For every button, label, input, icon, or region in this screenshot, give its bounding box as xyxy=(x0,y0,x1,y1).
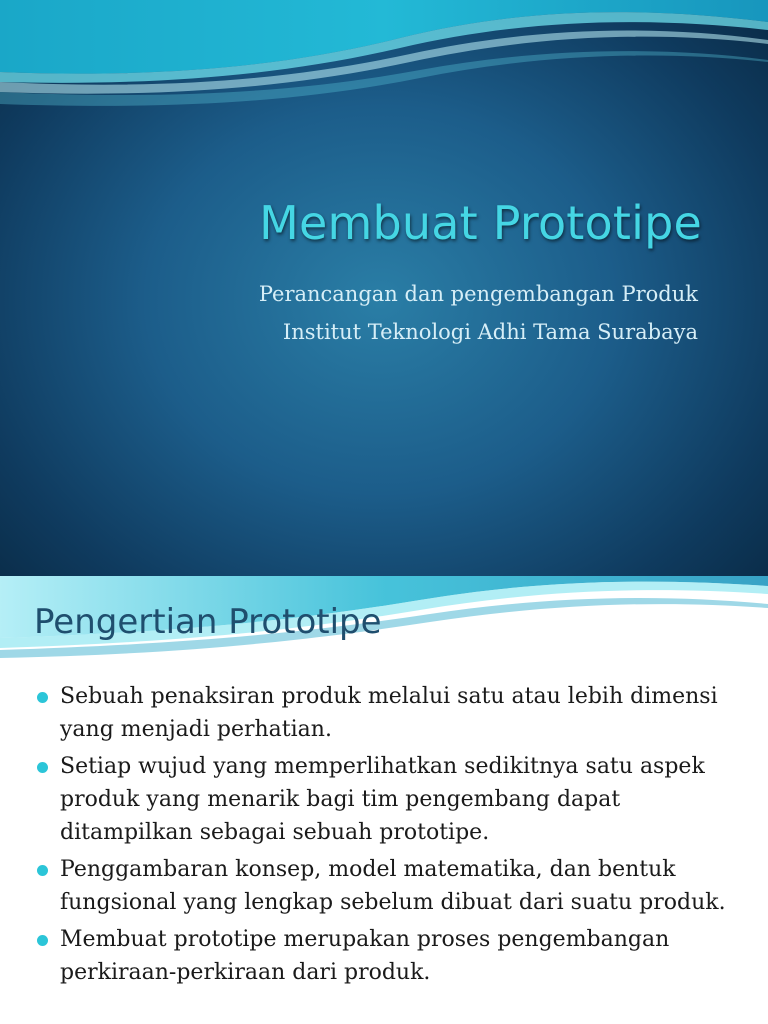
bullet-icon xyxy=(37,762,48,773)
wave-decoration-top xyxy=(0,0,768,120)
slide-title: Pengertian Prototipe xyxy=(34,602,382,642)
bullet-text: Sebuah penaksiran produk melalui satu atau lebih dimensi yang menjadi perhatian. xyxy=(60,684,718,742)
bullet-text: Penggambaran konsep, model matematika, dan bentuk fungsional yang lengkap sebelum dibuat dari suatu produk. xyxy=(60,857,726,915)
bullet-icon xyxy=(37,935,48,946)
slide-subtitle xyxy=(259,275,698,351)
slide-title: Membuat Prototipe xyxy=(259,196,702,250)
bullet-item xyxy=(36,750,736,849)
bullet-text: Membuat prototipe merupakan proses pengembangan perkiraan-perkiraan dari produk. xyxy=(60,927,670,985)
content-slide xyxy=(0,576,768,1024)
bullet-text: Setiap wujud yang memperlihatkan sedikitnya satu aspek produk yang menarik bagi tim pengembang dapat ditampilkan sebagai sebuah prototipe. xyxy=(60,754,705,845)
bullet-icon xyxy=(37,865,48,876)
bullet-list xyxy=(36,680,736,993)
bullet-icon xyxy=(37,692,48,703)
subtitle-line: Perancangan dan pengembangan Produk xyxy=(258,282,698,306)
subtitle-line: Institut Teknologi Adhi Tama Surabaya xyxy=(282,320,698,344)
bullet-item xyxy=(36,680,736,746)
bullet-item xyxy=(36,853,736,919)
bullet-item xyxy=(36,923,736,989)
